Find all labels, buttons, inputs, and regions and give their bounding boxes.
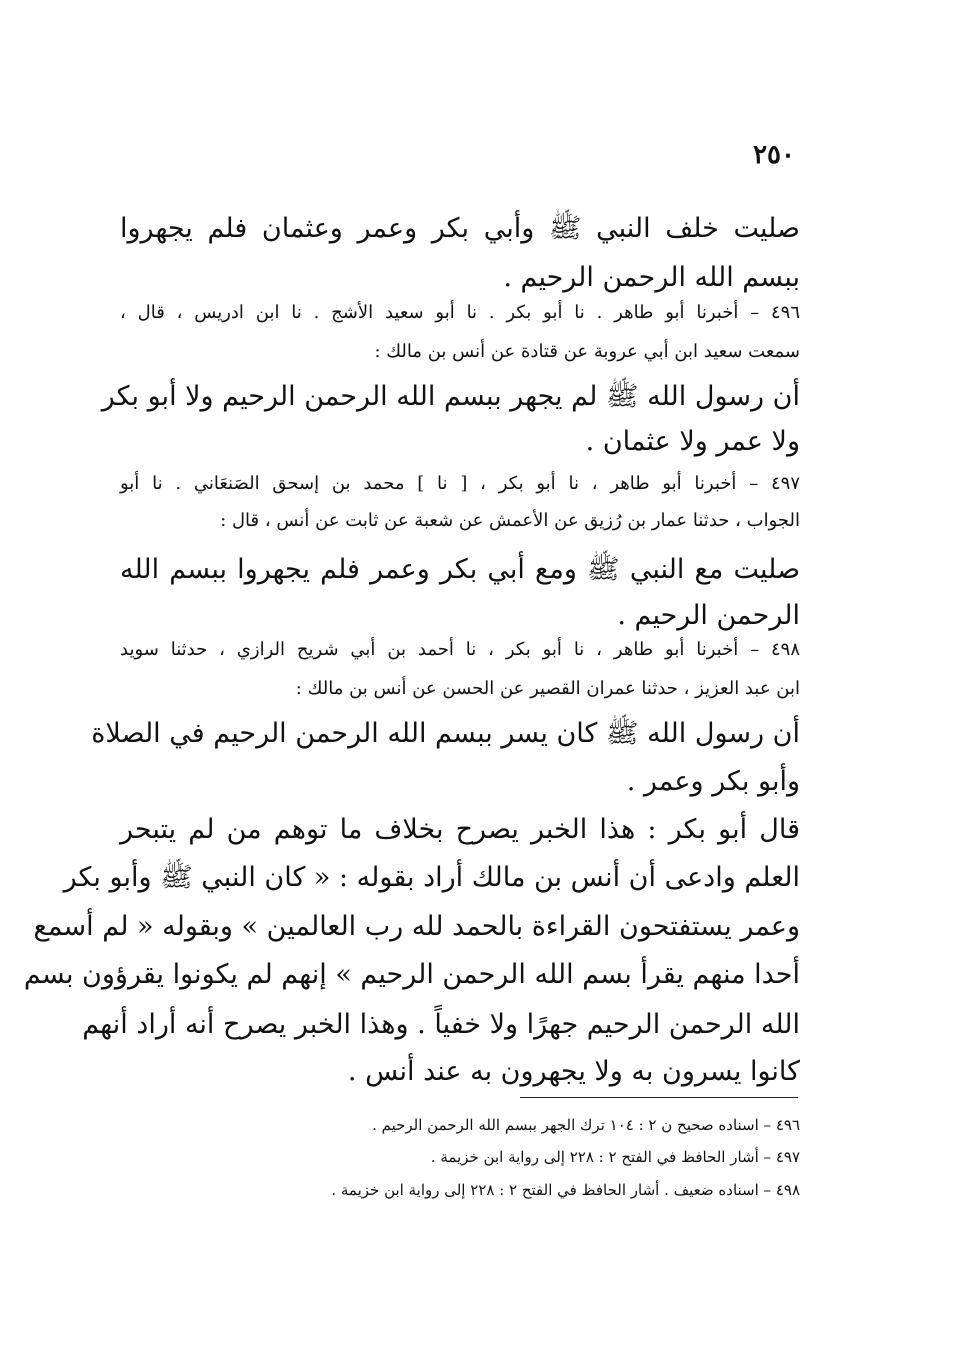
hadith-text-line: ولا عمر ولا عثمان . bbox=[585, 426, 800, 457]
footnote: ٤٩٦ – اسناده صحيح ن ٢ : ١٠٤ ترك الجهر ببسم الله الرحمن الرحيم . bbox=[372, 1116, 800, 1134]
commentary-line: قال أبو بكر : هذا الخبر يصرح بخلاف ما توهم من لم يتبحر bbox=[120, 814, 800, 845]
isnad-line: ٤٩٦ – أخبرنا أبو طاهر . نا أبو بكر . نا أبو سعيد الأشج . نا ابن ادريس ، قال ، bbox=[120, 302, 800, 323]
hadith-text-line: صليت مع النبي ﷺ ومع أبي بكر وعمر فلم يجهروا ببسم الله bbox=[120, 554, 800, 585]
hadith-text-line: ببسم الله الرحمن الرحيم . bbox=[503, 262, 800, 293]
footnote-separator bbox=[520, 1097, 798, 1098]
footnote: ٤٩٧ – أشار الحافظ في الفتح ٢ : ٢٢٨ إلى رواية ابن خزيمة . bbox=[430, 1148, 800, 1166]
isnad-line: سمعت سعيد ابن أبي عروبة عن قتادة عن أنس بن مالك : bbox=[374, 341, 800, 362]
footnote: ٤٩٨ – اسناده ضعيف . أشار الحافظ في الفتح ٢ : ٢٢٨ إلى رواية ابن خزيمة . bbox=[331, 1181, 800, 1199]
commentary-line: العلم وادعى أن أنس بن مالك أراد بقوله : « كان النبي ﷺ وأبو بكر bbox=[63, 862, 800, 893]
commentary-line: الله الرحمن الرحيم جهرًا ولا خفياً . وهذا الخبر يصرح أنه أراد أنهم bbox=[82, 1009, 800, 1040]
hadith-text-line: صليت خلف النبي ﷺ وأبي بكر وعمر وعثمان فلم يجهروا bbox=[120, 213, 800, 244]
hadith-text-line: أن رسول الله ﷺ لم يجهر ببسم الله الرحمن الرحيم ولا أبو بكر bbox=[101, 381, 800, 412]
isnad-line: ٤٩٨ – أخبرنا أبو طاهر ، نا أبو بكر ، نا أحمد بن أبي شريح الرازي ، حدثنا سويد bbox=[120, 639, 800, 660]
commentary-line: وعمر يستفتحون القراءة بالحمد لله رب العالمين » وبقوله « لم أسمع bbox=[33, 911, 800, 942]
hadith-text-line: الرحمن الرحيم . bbox=[617, 600, 800, 631]
commentary-line: كانوا يسرون به ولا يجهرون به عند أنس . bbox=[347, 1056, 800, 1087]
isnad-line: ابن عبد العزيز ، حدثنا عمران القصير عن الحسن عن أنس بن مالك : bbox=[295, 678, 800, 699]
hadith-text-line: أن رسول الله ﷺ كان يسر ببسم الله الرحمن الرحيم في الصلاة bbox=[91, 718, 800, 749]
isnad-line: الجواب ، حدثنا عمار بن رُزيق عن الأعمش عن شعبة عن ثابت عن أنس ، قال : bbox=[220, 510, 800, 531]
page-number: ٢٥٠ bbox=[753, 140, 795, 170]
commentary-line: أحدا منهم يقرأ بسم الله الرحمن الرحيم » إنهم لم يكونوا يقرؤون بسم bbox=[23, 959, 800, 990]
hadith-text-line: وأبو بكر وعمر . bbox=[626, 766, 800, 797]
isnad-line: ٤٩٧ – أخبرنا أبو طاهر ، نا أبو بكر ، [ نا ] محمد بن إسحق الصَنعَاني . نا أبو bbox=[120, 473, 800, 494]
